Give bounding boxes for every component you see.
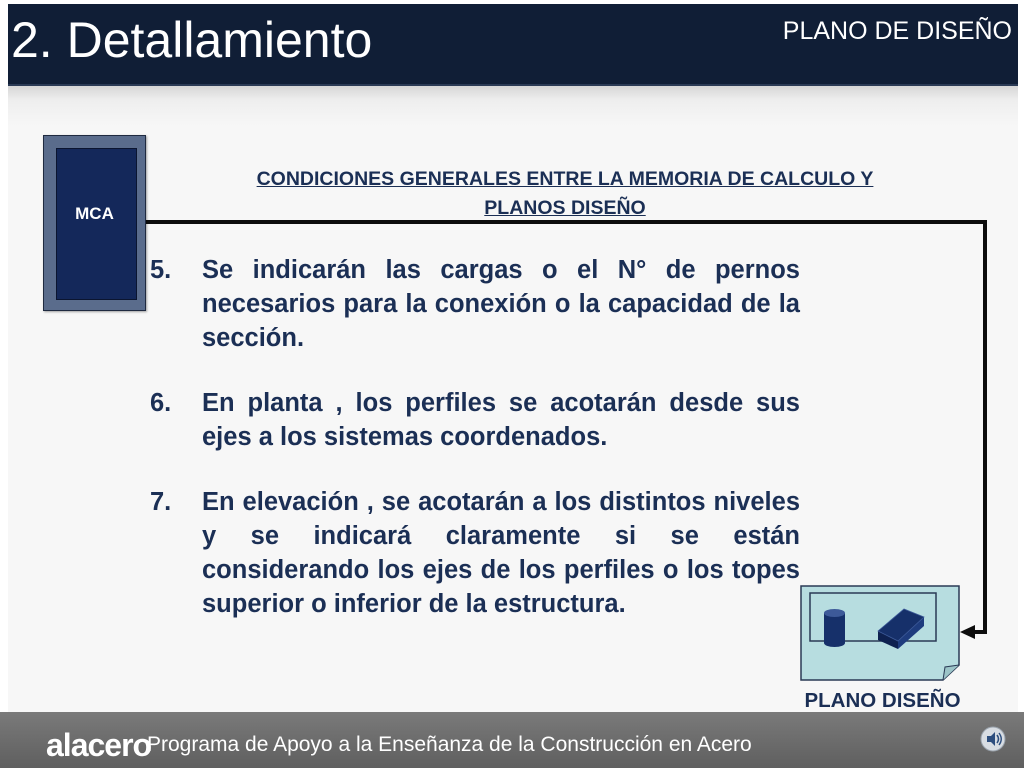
conditions-list [150,253,800,621]
item-text: Se indicarán las cargas o el N° de pernos necesarios para la conexión o la capacidad de la sección. [202,256,800,352]
plano-diseno-caption: PLANO DISEÑO [804,689,961,712]
list-item [150,386,800,454]
item-number: 6. [150,389,172,417]
item-text: En planta , los perfiles se acotarán desde sus ejes a los sistemas coordenados. [202,389,800,451]
item-text: En elevación , se acotarán a los distintos niveles y se indicará claramente si se están considerando los ejes de los perfiles o los topes superior o inferior de la estructura. [202,488,800,618]
title-bar [8,4,1018,86]
list-item [150,253,800,355]
slide-subtitle: PLANO DE DISEÑO [782,17,1012,45]
mca-box [43,135,146,311]
mca-label: MCA [75,204,114,223]
conditions-heading-line2: PLANOS DISEÑO [484,197,646,219]
mca-box-inner [56,148,137,300]
item-number: 5. [150,256,172,284]
speaker-icon[interactable] [980,726,1006,752]
plano-diseno-document [800,585,960,681]
cylinder-icon [824,609,845,647]
slide-title: 2. Detallamiento [11,12,373,68]
footer-text: Programa de Apoyo a la Enseñanza de la Construcción en Acero [147,733,752,756]
list-item [150,485,800,621]
conditions-heading [190,165,940,223]
item-number: 7. [150,488,172,516]
footer-bar [0,712,1024,768]
alacero-logo: alacero [46,727,152,763]
conditions-heading-line1: CONDICIONES GENERALES ENTRE LA MEMORIA DE CALCULO Y [256,168,874,190]
